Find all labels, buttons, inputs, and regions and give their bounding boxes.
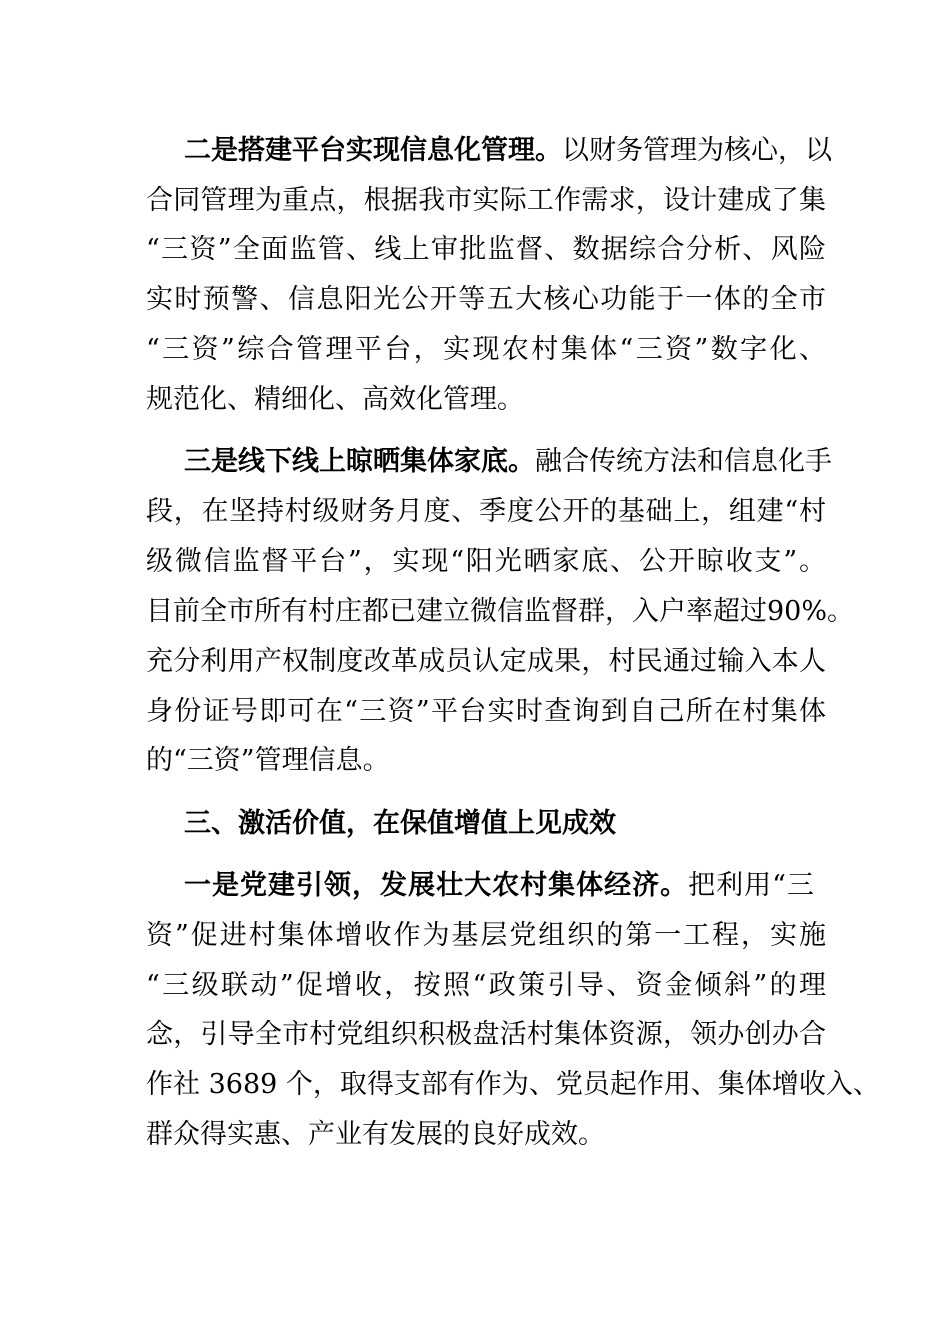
paragraph-4-line-5: 作社 3689 个，取得支部有作为、党员起作用、集体增收入、 (146, 1069, 880, 1100)
paragraph-2-line-2: 段，在坚持村级财务月度、季度公开的基础上，组建“村 (146, 496, 826, 527)
paragraph-1-line-4: 实时预警、信息阳光公开等五大核心功能于一体的全市 (146, 284, 826, 315)
paragraph-1-text: 以财务管理为核心，以 (562, 135, 832, 166)
section-heading: 三、激活价值，在保值增值上见成效 (184, 808, 616, 839)
paragraph-4-text: 把利用“三 (688, 870, 814, 901)
paragraph-2-text: 融合传统方法和信息化手 (535, 446, 832, 477)
paragraph-1-line-3: “三资”全面监管、线上审批监督、数据综合分析、风险 (146, 234, 826, 265)
paragraph-2-line-4: 目前全市所有村庄都已建立微信监督群，入户率超过90%。 (146, 596, 855, 627)
paragraph-1-line-6: 规范化、精细化、高效化管理。 (146, 384, 524, 415)
paragraph-2-line-3: 级微信监督平台”，实现“阳光晒家底、公开晾收支”。 (146, 546, 826, 577)
paragraph-4-line-6: 群众得实惠、产业有发展的良好成效。 (146, 1119, 605, 1150)
paragraph-4-line-1 (184, 868, 814, 904)
paragraph-2-line-6: 身份证号即可在“三资”平台实时查询到自己所在村集体 (146, 696, 826, 727)
paragraph-4-line-4: 念，引导全市村党组织积极盘活村集体资源，领办创办合 (146, 1019, 826, 1050)
paragraph-2-heading: 三是线下线上晾晒集体家底。 (184, 446, 535, 477)
paragraph-2-line-7: 的“三资”管理信息。 (146, 745, 390, 776)
paragraph-1-heading: 二是搭建平台实现信息化管理。 (184, 135, 562, 166)
paragraph-2-line-5: 充分利用产权制度改革成员认定成果，村民通过输入本人 (146, 646, 826, 677)
paragraph-1-line-5: “三资”综合管理平台，实现农村集体“三资”数字化、 (146, 334, 826, 365)
paragraph-4-line-2: 资”促进村集体增收作为基层党组织的第一工程，实施 (146, 920, 826, 951)
paragraph-4-line-3: “三级联动”促增收，按照“政策引导、资金倾斜”的理 (146, 970, 826, 1001)
paragraph-1-line-2: 合同管理为重点，根据我市实际工作需求，设计建成了集 (146, 185, 826, 216)
paragraph-1-line-1 (184, 133, 832, 169)
paragraph-2-line-1 (184, 444, 832, 480)
paragraph-4-heading: 一是党建引领，发展壮大农村集体经济。 (184, 870, 689, 901)
